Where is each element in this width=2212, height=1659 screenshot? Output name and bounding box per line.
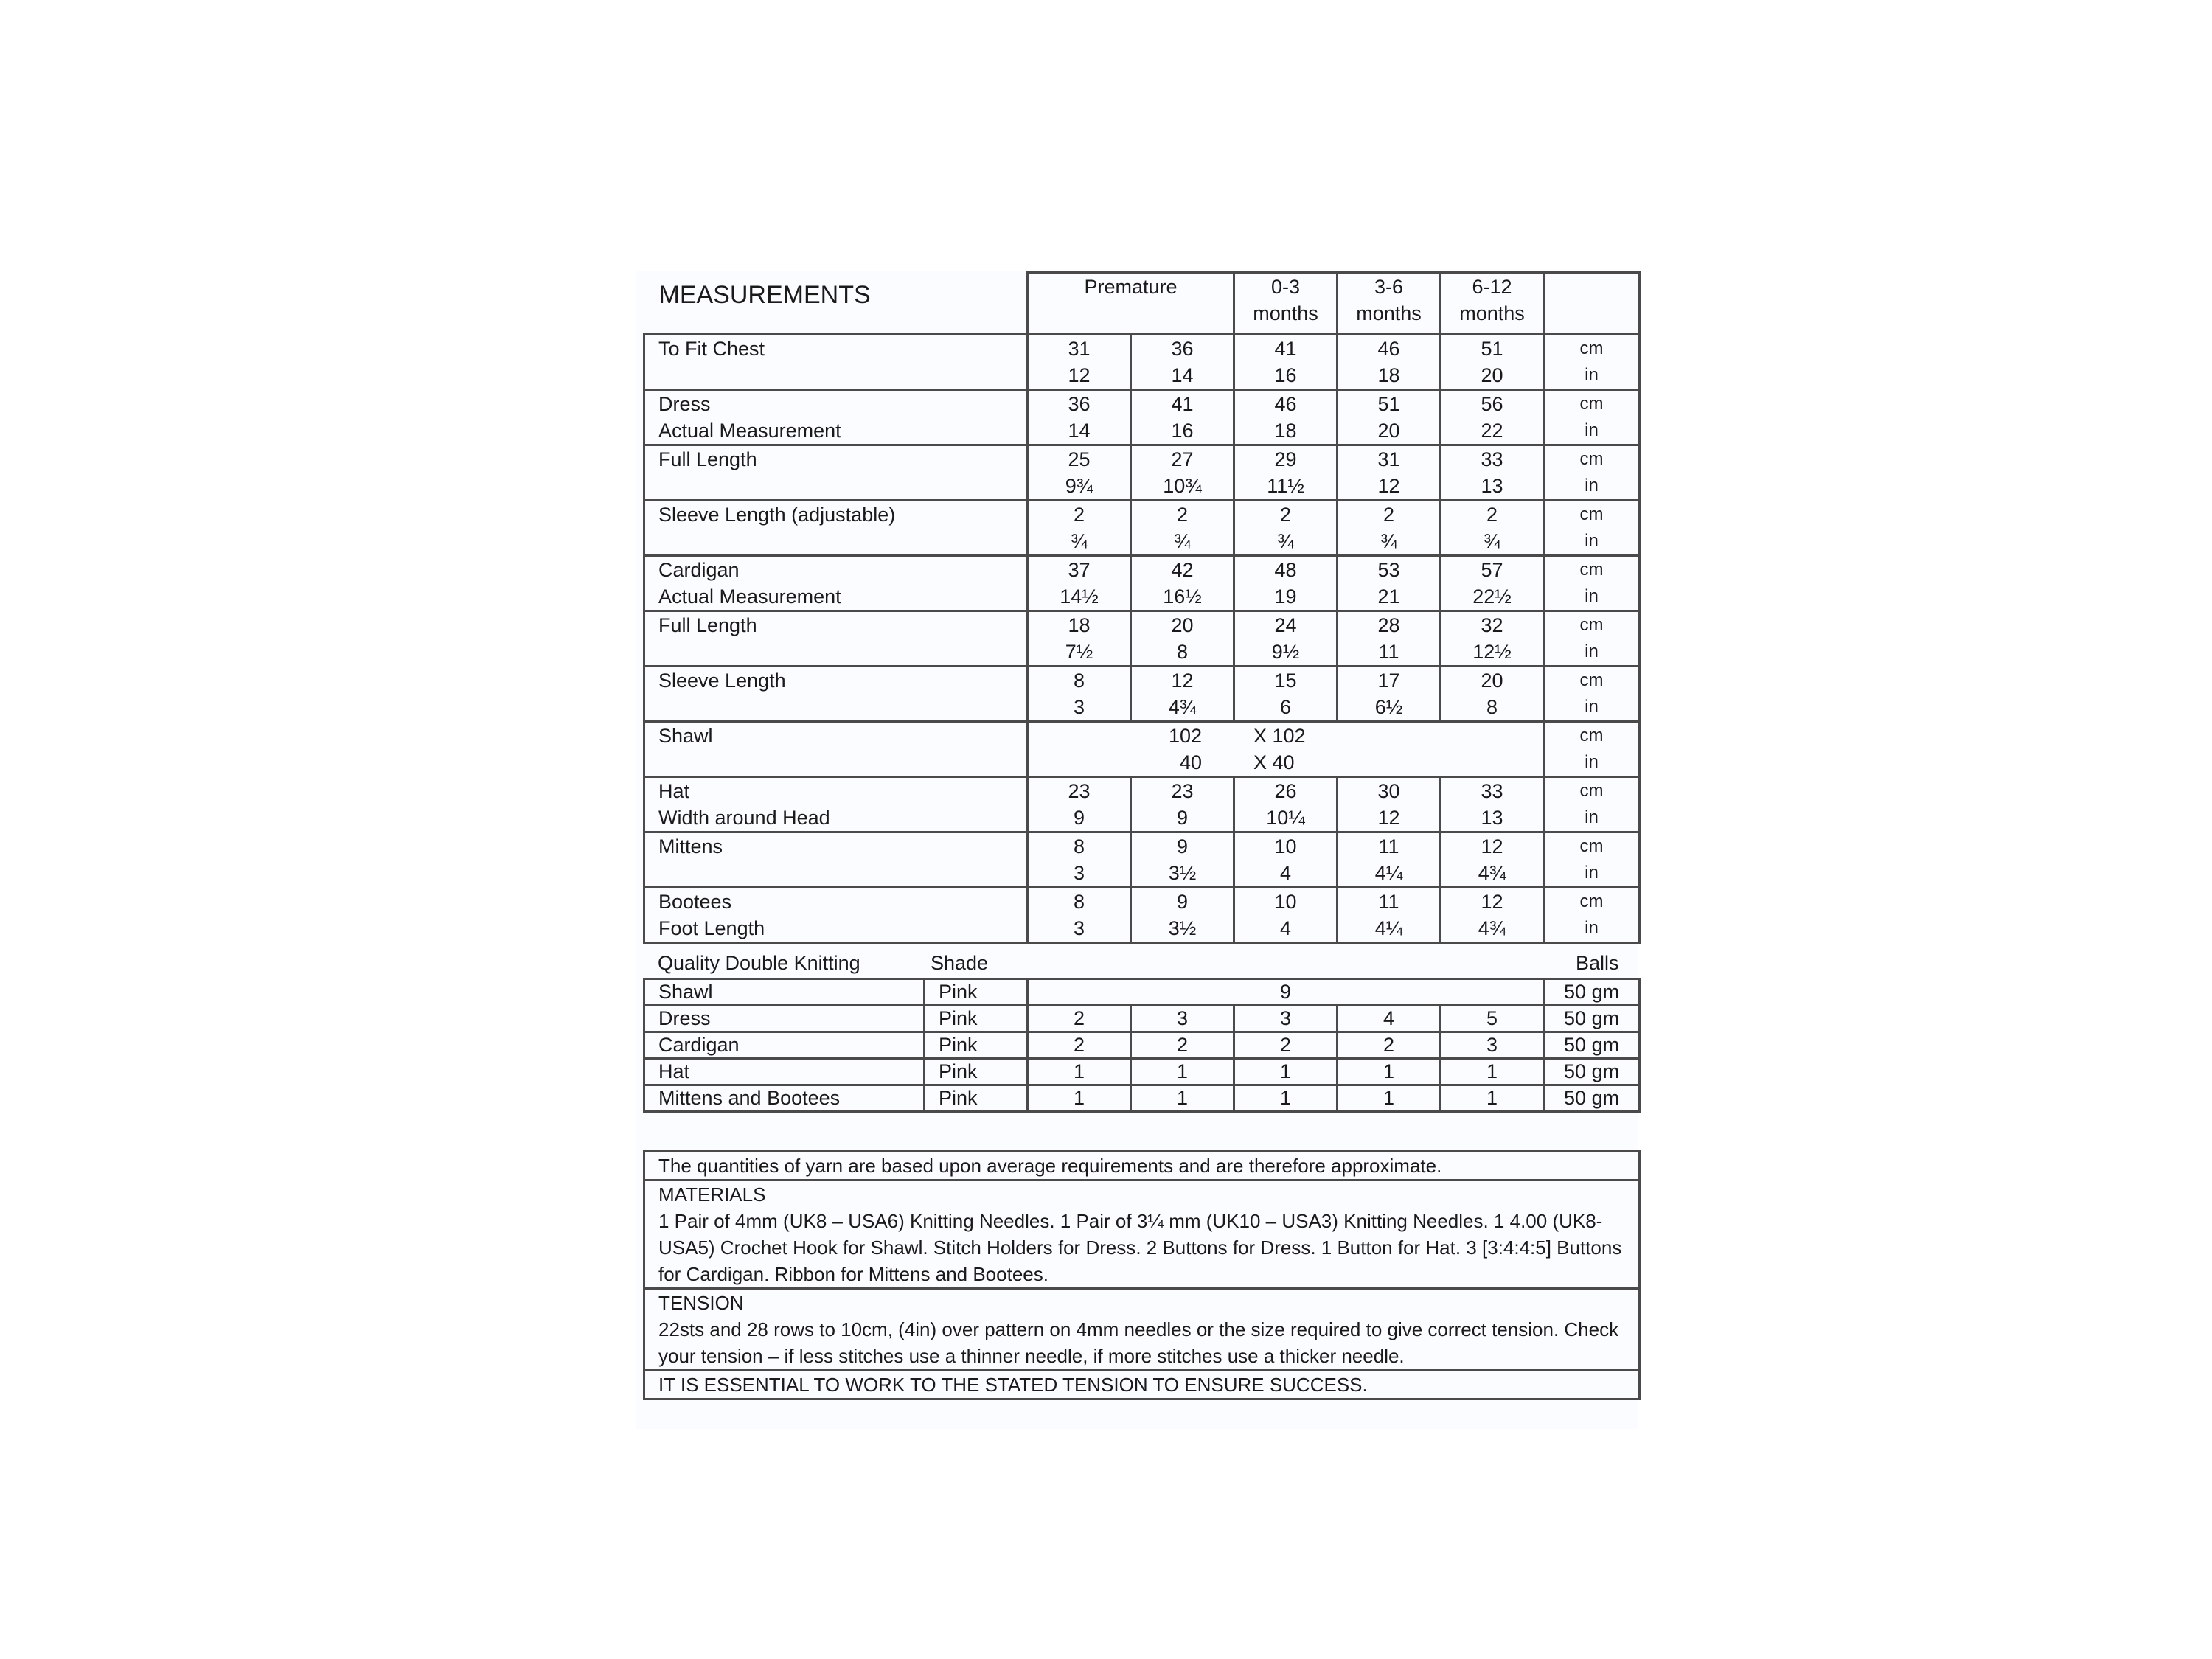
measurement-value: 2 ¾ [1441,500,1544,555]
measurement-value: 31 12 [1028,334,1131,389]
measurement-row [644,334,1640,389]
yarn-shade: Pink [925,1085,1028,1112]
yarn-qty: 3 [1131,1006,1234,1032]
shawl-size-value: 102 X 102 40 X 40 [1028,721,1544,776]
yarn-qty: 2 [1028,1006,1131,1032]
measurement-value: 17 6½ [1338,666,1441,721]
yarn-shade: Pink [925,1006,1028,1032]
yarn-row [644,1085,1640,1112]
measurement-value: 11 4¼ [1338,887,1441,942]
yarn-qty: 2 [1234,1032,1338,1059]
measurement-value: 23 9 [1028,776,1131,832]
yarn-qty: 1 [1338,1085,1441,1112]
measurement-unit: cm in [1544,666,1640,721]
measurement-value: 12 4¾ [1441,887,1544,942]
notes-table [643,1150,1641,1400]
measurement-value: 2 ¾ [1028,500,1131,555]
measurement-label: Bootees Foot Length [644,887,1028,942]
yarn-qty: 1 [1441,1085,1544,1112]
measurement-label: Dress Actual Measurement [644,389,1028,445]
measurements-title: MEASUREMENTS [644,273,1028,335]
yarn-qty: 2 [1028,1032,1131,1059]
measurement-value: 2 ¾ [1131,500,1234,555]
yarn-weight: 50 gm [1544,1085,1640,1112]
measurement-value: 29 11½ [1234,445,1338,500]
yarn-qty: 1 [1234,1085,1338,1112]
measurement-unit: cm in [1544,832,1640,887]
measurement-row [644,776,1640,832]
measurement-label: To Fit Chest [644,334,1028,389]
measurement-row [644,500,1640,555]
measurement-value: 33 13 [1441,445,1544,500]
shade-label: Shade [931,952,989,974]
measurement-value: 46 18 [1338,334,1441,389]
measurement-value: 28 11 [1338,611,1441,666]
yarn-weight: 50 gm [1544,979,1640,1006]
yarn-qty: 2 [1131,1032,1234,1059]
size-header-3-6: 3-6 months [1338,273,1441,335]
essential-row [644,1371,1640,1399]
yarn-qty: 4 [1338,1006,1441,1032]
measurement-value: 18 7½ [1028,611,1131,666]
measurement-label: Full Length [644,611,1028,666]
measurement-label: Sleeve Length [644,666,1028,721]
measurement-value: 12 4¾ [1441,832,1544,887]
measurement-label: Hat Width around Head [644,776,1028,832]
measurement-value: 48 19 [1234,555,1338,611]
yarn-qty: 1 [1028,1085,1131,1112]
yarn-item: Dress [644,1006,925,1032]
yarn-qty: 1 [1131,1085,1234,1112]
materials-title: MATERIALS [658,1183,766,1206]
tension-text: 22sts and 28 rows to 10cm, (4in) over pattern on 4mm needles or the size required to give correct tension. Check your tension – if less stitches use a thinner needle, if more stitches use a thicker needle. [658,1318,1619,1367]
essential-note: IT IS ESSENTIAL TO WORK TO THE STATED TENSION TO ENSURE SUCCESS. [644,1371,1640,1399]
measurement-value: 41 16 [1234,334,1338,389]
measurement-value: 37 14½ [1028,555,1131,611]
measurement-unit: cm in [1544,776,1640,832]
measurement-label: Cardigan Actual Measurement [644,555,1028,611]
yarn-row [644,1032,1640,1059]
yarn-qty: 1 [1338,1059,1441,1085]
yarn-shade: Pink [925,1032,1028,1059]
yarn-item: Shawl [644,979,925,1006]
yarn-row [644,1006,1640,1032]
yarn-item: Hat [644,1059,925,1085]
measurement-value: 36 14 [1131,334,1234,389]
measurement-value: 8 3 [1028,887,1131,942]
yarn-qty: 2 [1338,1032,1441,1059]
measurement-value: 46 18 [1234,389,1338,445]
measurement-value: 25 9¾ [1028,445,1131,500]
measurement-row [644,832,1640,887]
materials-row [644,1180,1640,1289]
measurement-value: 57 22½ [1441,555,1544,611]
measurement-value: 56 22 [1441,389,1544,445]
measurement-value: 30 12 [1338,776,1441,832]
yarn-qty: 3 [1441,1032,1544,1059]
measurements-header-row [644,273,1640,335]
yarn-shade: Pink [925,979,1028,1006]
measurement-row [644,555,1640,611]
measurement-value: 8 3 [1028,666,1131,721]
measurement-row [644,611,1640,666]
yarn-row [644,1059,1640,1085]
measurement-value: 51 20 [1441,334,1544,389]
yarn-weight: 50 gm [1544,1059,1640,1085]
measurement-value: 2 ¾ [1338,500,1441,555]
measurement-row-shawl [644,721,1640,776]
yarn-item: Mittens and Bootees [644,1085,925,1112]
measurement-value: 42 16½ [1131,555,1234,611]
measurement-value: 36 14 [1028,389,1131,445]
yarn-table [643,978,1641,1113]
yarn-qty: 1 [1028,1059,1131,1085]
quantities-note: The quantities of yarn are based upon average requirements and are therefore approximate. [644,1152,1640,1180]
measurement-row [644,666,1640,721]
balls-label: Balls [1576,952,1619,974]
yarn-weight: 50 gm [1544,1006,1640,1032]
tension-row [644,1289,1640,1371]
measurements-table [643,271,1641,944]
measurement-unit: cm in [1544,445,1640,500]
measurement-value: 9 3½ [1131,887,1234,942]
measurement-value: 10 4 [1234,832,1338,887]
measurement-value: 11 4¼ [1338,832,1441,887]
yarn-qty: 3 [1234,1006,1338,1032]
yarn-qty: 1 [1234,1059,1338,1085]
measurement-value: 27 10¾ [1131,445,1234,500]
measurement-value: 51 20 [1338,389,1441,445]
measurement-unit: cm in [1544,389,1640,445]
measurement-row [644,389,1640,445]
measurement-value: 12 4¾ [1131,666,1234,721]
measurement-value: 8 3 [1028,832,1131,887]
measurement-unit: cm in [1544,721,1640,776]
size-header-6-12: 6-12 months [1441,273,1544,335]
measurement-value: 53 21 [1338,555,1441,611]
pattern-sheet [636,271,1638,1429]
measurement-unit: cm in [1544,887,1640,942]
quantities-note-row [644,1152,1640,1180]
measurement-value: 32 12½ [1441,611,1544,666]
yarn-weight: 50 gm [1544,1032,1640,1059]
measurement-label: Shawl [644,721,1028,776]
yarn-item: Cardigan [644,1032,925,1059]
materials-text: 1 Pair of 4mm (UK8 – USA6) Knitting Needles. 1 Pair of 3¼ mm (UK10 – USA3) Knitting Needles. 1 4.00 (UK8-USA5) Crochet Hook for Shawl. Stitch Holders for Dress. 2 Buttons for Dress. 1 Button for Hat. 3 [3:4:4:5] Buttons for Cardigan. Ribbon for Mittens and Bootees. [658,1210,1622,1285]
size-header-0-3: 0-3 months [1234,273,1338,335]
measurement-value: 26 10¼ [1234,776,1338,832]
measurement-value: 20 8 [1131,611,1234,666]
yarn-qty: 1 [1441,1059,1544,1085]
measurement-value: 2 ¾ [1234,500,1338,555]
measurement-unit: cm in [1544,611,1640,666]
yarn-labels-row [643,950,1638,976]
measurement-value: 20 8 [1441,666,1544,721]
size-header-premature: Premature [1028,273,1234,335]
quality-label: Quality Double Knitting [658,952,860,974]
measurement-row [644,887,1640,942]
measurement-value: 15 6 [1234,666,1338,721]
measurement-value: 24 9½ [1234,611,1338,666]
measurement-label: Sleeve Length (adjustable) [644,500,1028,555]
measurement-label: Mittens [644,832,1028,887]
measurement-value: 31 12 [1338,445,1441,500]
measurement-row [644,445,1640,500]
yarn-row-shawl [644,979,1640,1006]
measurement-value: 33 13 [1441,776,1544,832]
yarn-qty: 5 [1441,1006,1544,1032]
measurement-value: 10 4 [1234,887,1338,942]
measurement-unit: cm in [1544,500,1640,555]
unit-header [1544,273,1640,335]
measurement-label: Full Length [644,445,1028,500]
yarn-qty: 9 [1028,979,1544,1006]
yarn-qty: 1 [1131,1059,1234,1085]
tension-title: TENSION [658,1292,744,1314]
measurement-unit: cm in [1544,334,1640,389]
measurement-value: 23 9 [1131,776,1234,832]
measurement-unit: cm in [1544,555,1640,611]
measurement-value: 9 3½ [1131,832,1234,887]
measurement-value: 41 16 [1131,389,1234,445]
yarn-shade: Pink [925,1059,1028,1085]
